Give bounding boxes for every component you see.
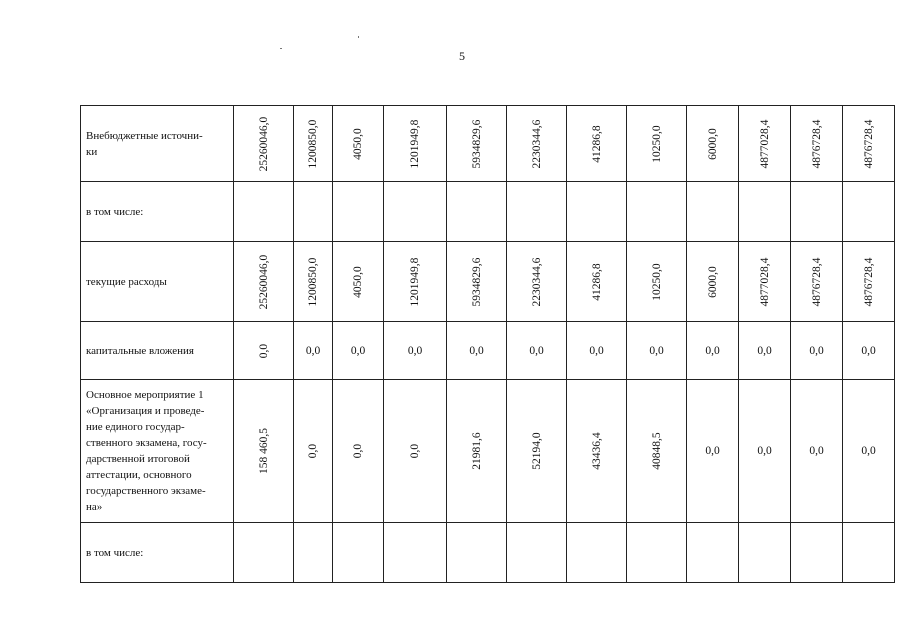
cell-value: 43436,4 (590, 432, 603, 470)
cell-value: 41286,8 (590, 124, 603, 163)
cell-value: 1200850,0 (307, 257, 319, 306)
cell-value: 4877028,4 (758, 119, 771, 168)
cell-value: 4050,0 (352, 127, 364, 160)
value-cell (843, 182, 895, 242)
value-cell (687, 322, 739, 380)
cell-value: 4877028,4 (758, 257, 771, 306)
value-cell (739, 380, 791, 523)
value-cell (567, 322, 627, 380)
cell-value: 0,0 (757, 445, 772, 457)
value-cell (507, 242, 567, 322)
value-cell (507, 182, 567, 242)
cell-value: 2230344,6 (530, 119, 543, 168)
cell-value: 0,0 (809, 344, 824, 357)
value-cell (384, 322, 447, 380)
cell-value: 0,0 (409, 443, 421, 459)
value-cell (294, 380, 333, 523)
value-cell (294, 106, 333, 182)
value-cell (567, 242, 627, 322)
value-cell (234, 523, 294, 583)
cell-value: 0,0 (469, 344, 484, 357)
value-cell (843, 523, 895, 583)
value-cell (739, 106, 791, 182)
cell-value: 0,0 (861, 445, 876, 457)
cell-value: 0,0 (257, 343, 270, 358)
cell-value: 1201949,8 (409, 119, 421, 168)
cell-value: 4876728,4 (862, 119, 875, 168)
value-cell (333, 322, 384, 380)
value-cell (791, 182, 843, 242)
cell-value: 40848,5 (650, 432, 663, 470)
value-cell (739, 523, 791, 583)
cell-value: 0,0 (352, 443, 364, 459)
value-cell (739, 322, 791, 380)
value-cell (567, 106, 627, 182)
table-row (81, 322, 895, 380)
cell-value: 25260046,0 (257, 116, 270, 171)
cell-value: 0,0 (307, 443, 319, 459)
value-cell (294, 182, 333, 242)
value-cell (791, 106, 843, 182)
value-cell (627, 380, 687, 523)
value-cell (447, 322, 507, 380)
value-cell (234, 322, 294, 380)
cell-value: 1200850,0 (307, 119, 319, 168)
page-number: 5 (459, 49, 465, 63)
value-cell (384, 242, 447, 322)
cell-value: 10250,0 (650, 124, 663, 163)
value-cell (333, 106, 384, 182)
cell-value: 0,0 (350, 344, 366, 357)
value-cell (627, 322, 687, 380)
value-cell (567, 182, 627, 242)
table-row (81, 380, 895, 523)
cell-value: 41286,8 (590, 262, 603, 301)
value-cell (447, 182, 507, 242)
value-cell (843, 380, 895, 523)
value-cell (739, 182, 791, 242)
budget-table (80, 105, 895, 583)
table-row (81, 182, 895, 242)
cell-value: 0,0 (589, 344, 604, 357)
value-cell (333, 242, 384, 322)
value-cell (447, 380, 507, 523)
cell-value: 0,0 (305, 344, 321, 357)
cell-value: 10250,0 (650, 262, 663, 301)
cell-value: 2230344,6 (530, 257, 543, 306)
cell-value: 4876728,4 (810, 119, 823, 168)
value-cell (333, 380, 384, 523)
row-label: Основное мероприятие 1 «Организация и проведе- ние единого государ- ственного экзамена, госу- дарственной итоговой аттестации, основного государственного экзаме- на» (81, 380, 234, 523)
value-cell (384, 380, 447, 523)
value-cell (687, 106, 739, 182)
cell-value: 0,0 (529, 344, 544, 357)
cell-value: 25260046,0 (257, 254, 270, 309)
cell-value: 0,0 (407, 344, 423, 357)
cell-value: 4876728,4 (862, 257, 875, 306)
value-cell (234, 182, 294, 242)
row-label: капитальные вложения (81, 322, 234, 380)
row-label: в том числе: (81, 523, 234, 583)
value-cell (791, 322, 843, 380)
value-cell (447, 106, 507, 182)
value-cell (791, 380, 843, 523)
value-cell (234, 242, 294, 322)
row-label: Внебюджетные источни- ки (81, 106, 234, 182)
value-cell (507, 322, 567, 380)
value-cell (384, 106, 447, 182)
value-cell (507, 106, 567, 182)
value-cell (384, 182, 447, 242)
cell-value: 0,0 (705, 344, 720, 357)
value-cell (567, 380, 627, 523)
cell-value: 4876728,4 (810, 257, 823, 306)
table-row (81, 523, 895, 583)
cell-value: 0,0 (757, 344, 772, 357)
value-cell (447, 523, 507, 583)
value-cell (687, 242, 739, 322)
cell-value: 6000,0 (706, 127, 719, 160)
value-cell (234, 106, 294, 182)
value-cell (384, 523, 447, 583)
value-cell (843, 106, 895, 182)
cell-value: 1201949,8 (409, 257, 421, 306)
cell-value: 6000,0 (706, 265, 719, 298)
value-cell (507, 523, 567, 583)
value-cell (294, 242, 333, 322)
cell-value: 158 460,5 (257, 428, 270, 474)
scan-speck (358, 36, 359, 38)
value-cell (627, 242, 687, 322)
cell-value: 21981,6 (470, 432, 483, 470)
value-cell (567, 523, 627, 583)
value-cell (791, 242, 843, 322)
value-cell (333, 523, 384, 583)
value-cell (507, 380, 567, 523)
value-cell (627, 182, 687, 242)
value-cell (294, 523, 333, 583)
value-cell (687, 380, 739, 523)
table-row (81, 106, 895, 182)
cell-value: 5934829,6 (470, 257, 483, 306)
cell-value: 0,0 (649, 344, 664, 357)
value-cell (333, 182, 384, 242)
scan-speck (280, 48, 282, 49)
value-cell (687, 182, 739, 242)
value-cell (234, 380, 294, 523)
cell-value: 52194,0 (530, 432, 543, 470)
cell-value: 0,0 (809, 445, 824, 457)
value-cell (627, 523, 687, 583)
table-row (81, 242, 895, 322)
cell-value: 0,0 (861, 344, 876, 357)
value-cell (843, 242, 895, 322)
value-cell (447, 242, 507, 322)
value-cell (843, 322, 895, 380)
cell-value: 5934829,6 (470, 119, 483, 168)
value-cell (739, 242, 791, 322)
value-cell (294, 322, 333, 380)
cell-value: 0,0 (705, 445, 720, 457)
value-cell (687, 523, 739, 583)
value-cell (627, 106, 687, 182)
row-label: текущие расходы (81, 242, 234, 322)
row-label: в том числе: (81, 182, 234, 242)
value-cell (791, 523, 843, 583)
cell-value: 4050,0 (352, 265, 364, 298)
